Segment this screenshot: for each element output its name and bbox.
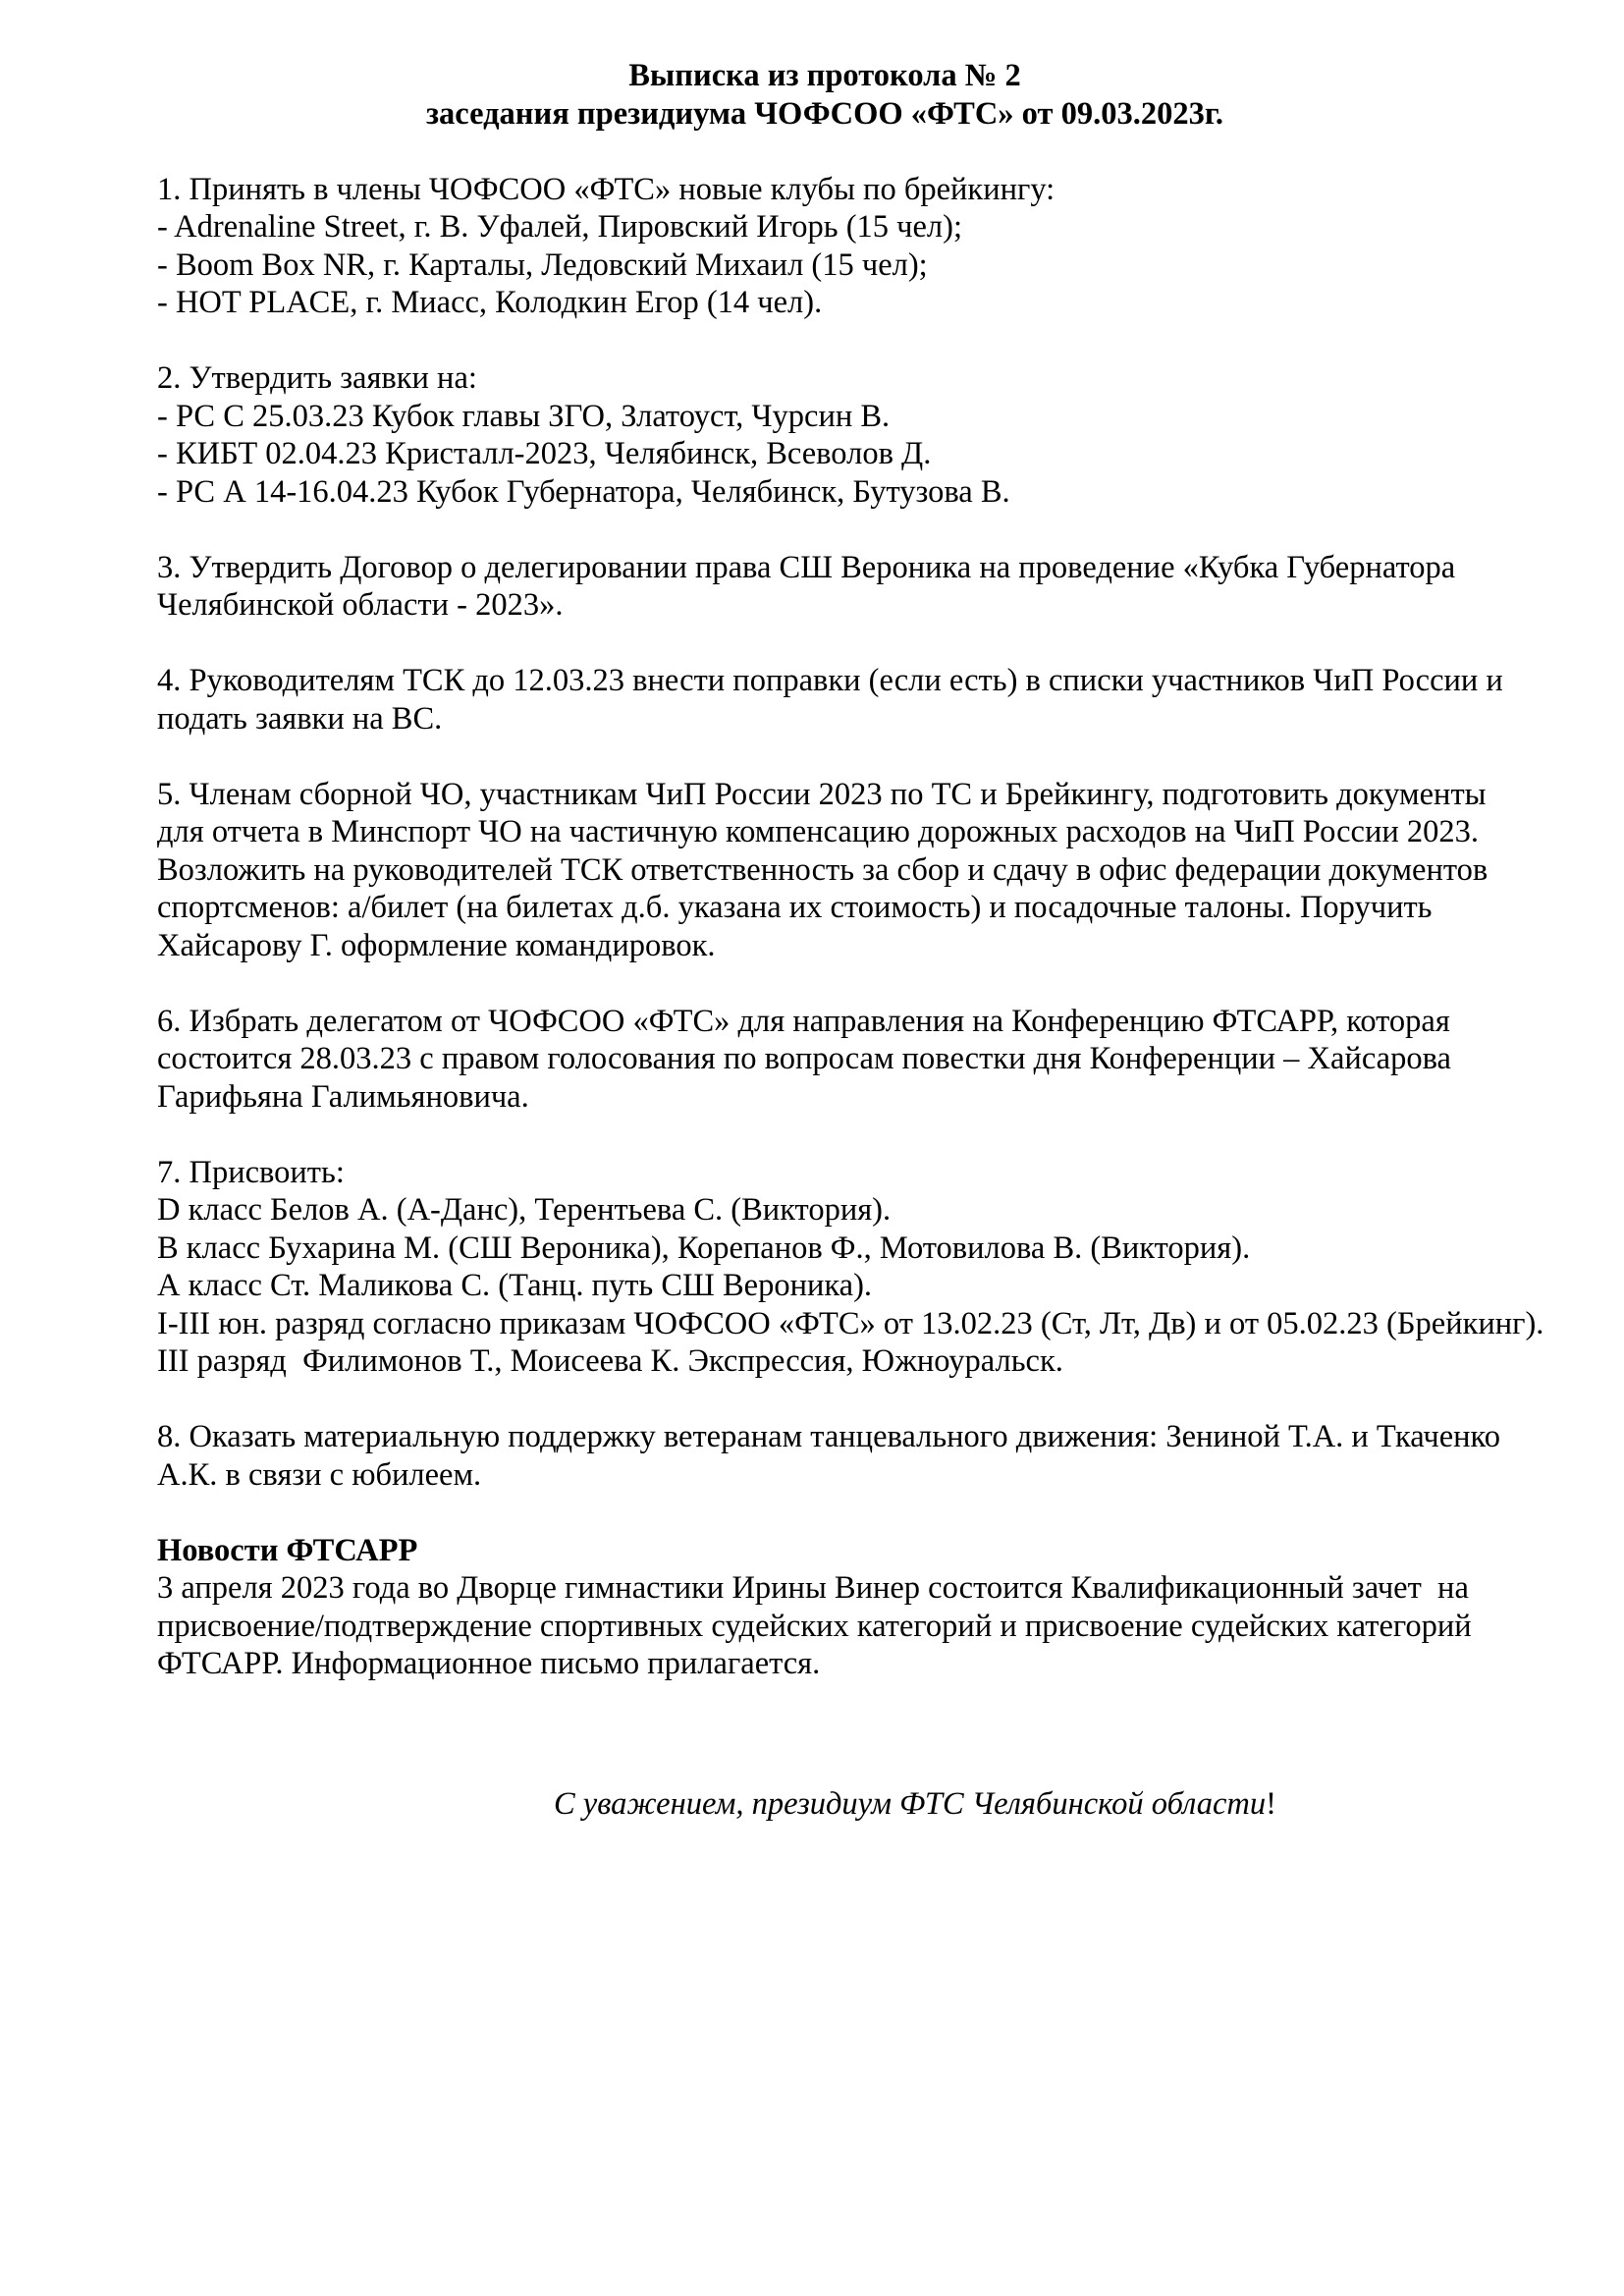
title-line-1: Выписка из протокола № 2 — [628, 58, 1021, 93]
decision-item-6 — [157, 1003, 1600, 1117]
item-8-line-2: А.К. в связи с юбилеем. — [157, 1456, 482, 1493]
decision-item-1 — [157, 171, 1600, 322]
spacer — [157, 625, 1600, 663]
spacer — [157, 964, 1600, 1003]
item-1-line-2: - Adrenaline Street, г. В. Уфалей, Пировский Игорь (15 чел); — [157, 209, 962, 245]
item-6-line-2: состоится 28.03.23 с правом голосования по вопросам повестки дня Конференции – Хайсарова — [157, 1041, 1451, 1076]
item-2-line-4: - РС А 14-16.04.23 Кубок Губернатора, Челябинск, Бутузова В. — [157, 473, 1010, 510]
item-4-line-2: подать заявки на ВС. — [157, 700, 443, 737]
item-2-line-3: - КИБТ 02.04.23 Кристалл-2023, Челябинск, Всеволов Д. — [157, 436, 932, 471]
decision-item-8 — [157, 1418, 1600, 1494]
signature — [554, 1785, 1276, 1824]
item-6-line-1: 6. Избрать делегатом от ЧОФСОО «ФТС» для направления на Конференцию ФТСАРР, которая — [157, 1003, 1450, 1039]
item-7-line-1: 7. Присвоить: — [157, 1154, 345, 1190]
item-1-line-3: - Boom Box NR, г. Карталы, Ледовский Михаил (15 чел); — [157, 246, 928, 283]
item-5-line-3: Возложить на руководителей ТСК ответственность за сбор и сдачу в офис федерации документов — [157, 851, 1489, 888]
item-8-line-1: 8. Оказать материальную поддержку ветеранам танцевального движения: Зениной Т.А. и Ткаченко — [157, 1419, 1500, 1454]
news-line-1: 3 апреля 2023 года во Дворце гимнастики Ирины Винер состоится Квалификационный зачет на — [157, 1570, 1469, 1606]
item-5-line-5: Хайсарову Г. оформление командировок. — [157, 927, 716, 963]
item-5-line-2: для отчета в Минспорт ЧО на частичную компенсацию дорожных расходов на ЧиП России 2023. — [157, 814, 1480, 849]
item-7-line-4: А класс Ст. Маликова С. (Танц. путь СШ Вероника). — [157, 1268, 873, 1303]
signature-exclamation: ! — [1266, 1786, 1276, 1822]
decision-item-3 — [157, 549, 1600, 625]
document-page — [157, 57, 1600, 1683]
decision-item-7 — [157, 1154, 1600, 1381]
item-7-line-5: I-III юн. разряд согласно приказам ЧОФСОО «ФТС» от 13.02.23 (Ст, Лт, Дв) и от 05.02.23 (Брейкинг). — [157, 1305, 1544, 1341]
signature-text: С уважением, президиум ФТС Челябинской области — [554, 1786, 1267, 1822]
news-section — [157, 1532, 1600, 1683]
item-2-line-1: 2. Утвердить заявки на: — [157, 360, 477, 396]
decision-item-4 — [157, 662, 1600, 738]
spacer — [157, 133, 1600, 171]
spacer — [157, 1116, 1600, 1154]
spacer — [157, 1381, 1600, 1419]
spacer — [157, 738, 1600, 776]
item-7-line-2: D класс Белов А. (А-Данс), Терентьева С. (Виктория). — [157, 1192, 892, 1228]
document-title — [157, 57, 1481, 133]
decision-item-5 — [157, 776, 1600, 965]
item-5-line-1: 5. Членам сборной ЧО, участникам ЧиП России 2023 по ТС и Брейкингу, подготовить документы — [157, 776, 1487, 812]
item-7-line-3: В класс Бухарина М. (СШ Вероника), Корепанов Ф., Мотовилова В. (Виктория). — [157, 1230, 1251, 1266]
item-2-line-2: - РС С 25.03.23 Кубок главы ЗГО, Златоуст, Чурсин В. — [157, 398, 891, 434]
spacer — [157, 1494, 1600, 1532]
spacer — [157, 322, 1600, 360]
news-line-3: ФТСАРР. Информационное письмо прилагается. — [157, 1646, 821, 1681]
spacer — [157, 511, 1600, 549]
title-line-2: заседания президиума ЧОФСОО «ФТС» от 09.03.2023г. — [425, 95, 1224, 132]
item-7-line-6: III разряд Филимонов Т., Моисеева К. Экспрессия, Южноуральск. — [157, 1343, 1063, 1379]
item-3-line-2: Челябинской области - 2023». — [157, 587, 564, 623]
news-line-2: присвоение/подтверждение спортивных судейских категорий и присвоение судейских категорий — [157, 1608, 1472, 1644]
item-1-line-1: 1. Принять в члены ЧОФСОО «ФТС» новые клубы по брейкингу: — [157, 171, 1056, 207]
item-4-line-1: 4. Руководителям ТСК до 12.03.23 внести поправки (если есть) в списки участников ЧиП России и — [157, 663, 1503, 698]
item-1-line-4: - HOT PLACE, г. Миасс, Колодкин Егор (14 чел). — [157, 285, 823, 320]
item-3-line-1: 3. Утвердить Договор о делегировании права СШ Вероника на проведение «Кубка Губернатора — [157, 549, 1456, 585]
news-heading: Новости ФТСАРР — [157, 1532, 418, 1568]
item-5-line-4: спортсменов: а/билет (на билетах д.б. указана их стоимость) и посадочные талоны. Поручить — [157, 890, 1433, 925]
decision-item-2 — [157, 359, 1600, 511]
item-6-line-3: Гарифьяна Галимьяновича. — [157, 1078, 529, 1115]
